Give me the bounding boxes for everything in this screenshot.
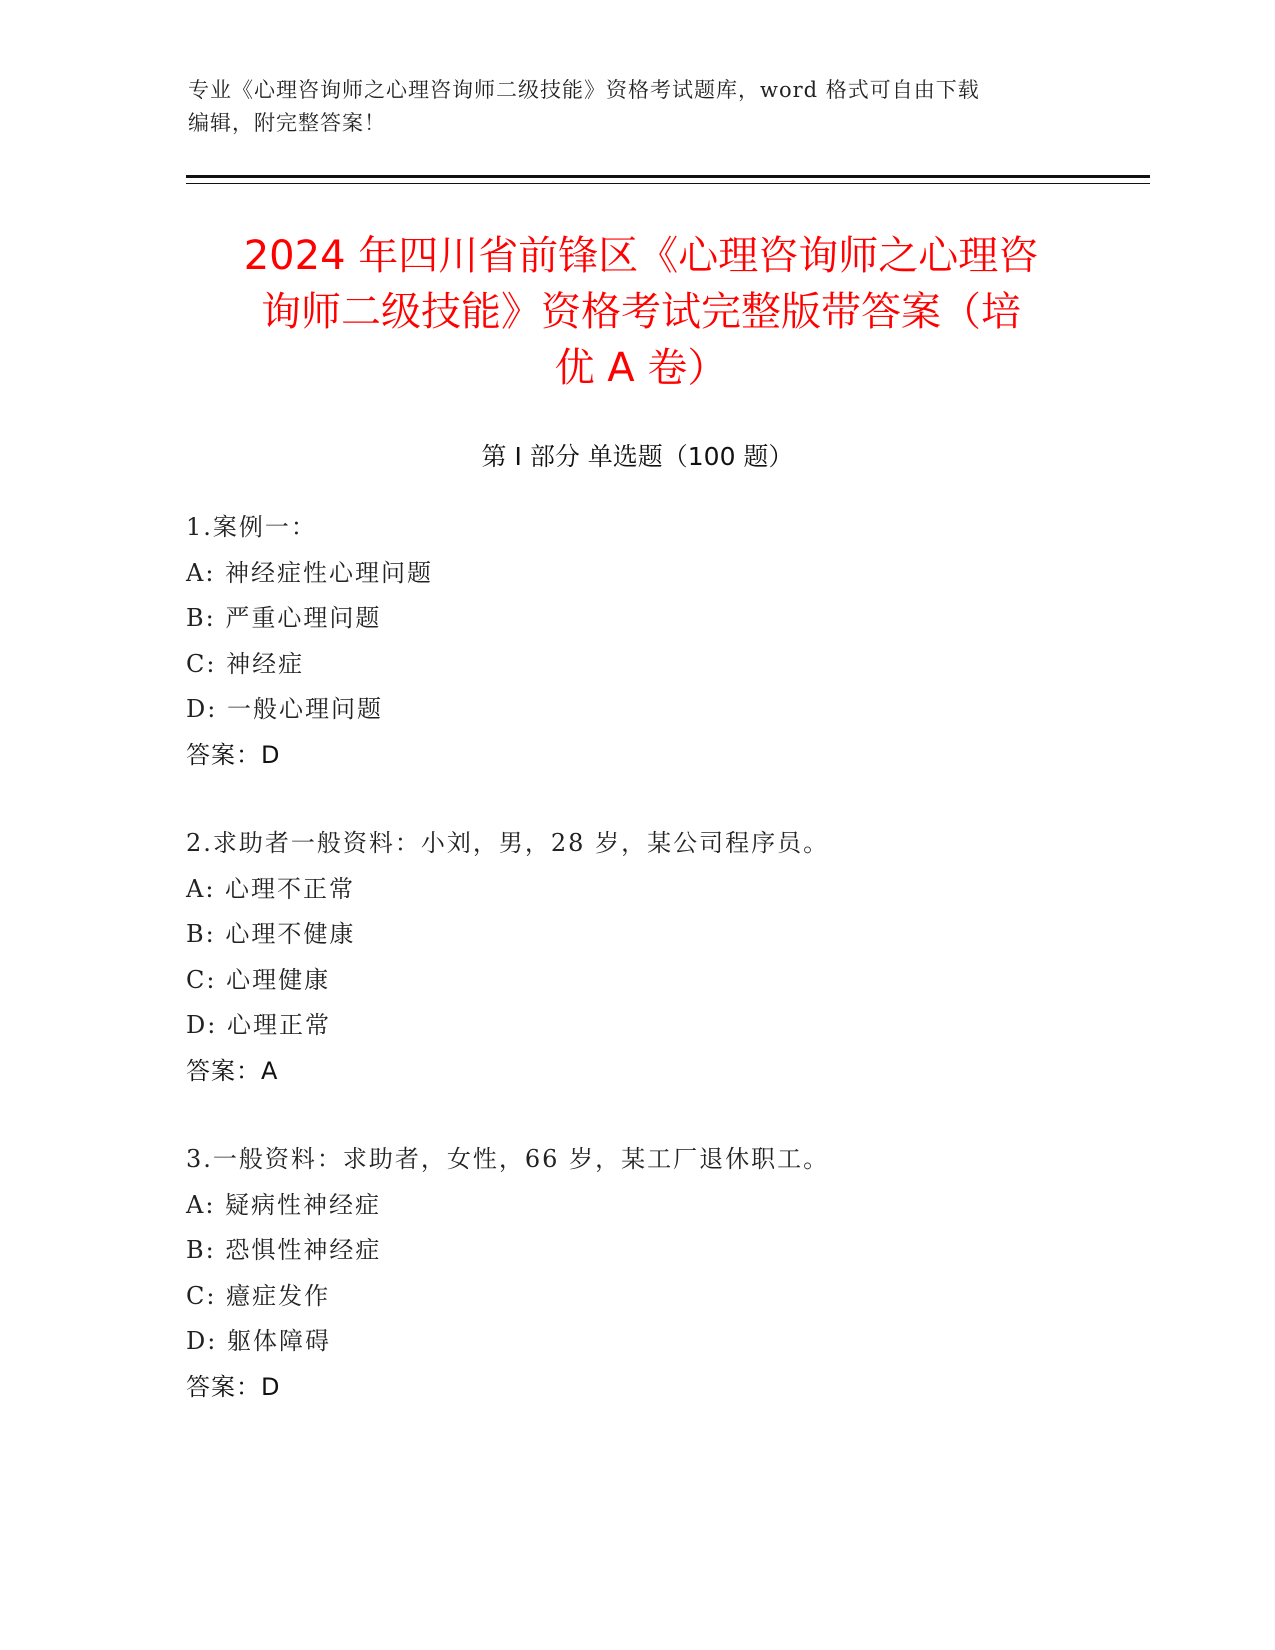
question-stem: 1.案例一： (186, 513, 317, 541)
title-line-3: 优 A 卷） (554, 345, 728, 391)
answer-line: 答案：A (186, 1056, 279, 1085)
answer-line: 答案：D (186, 1372, 281, 1401)
question-3 (186, 1137, 1086, 1410)
option-c: C: 神经症 (186, 649, 305, 678)
header-divider-thick (186, 175, 1150, 178)
header-divider-thin (186, 183, 1150, 184)
question-stem: 3.一般资料：求助者，女性，66 岁，某工厂退休职工。 (186, 1145, 830, 1173)
header-note-line-1: 专业《心理咨询师之心理咨询师二级技能》资格考试题库，word 格式可自由下载 (188, 78, 980, 102)
option-d: D: 一般心理问题 (186, 695, 383, 723)
title-line-1: 2024 年四川省前锋区《心理咨询师之心理咨 (243, 233, 1039, 279)
option-c: C: 癔症发作 (186, 1281, 331, 1310)
option-c: C: 心理健康 (186, 965, 331, 994)
option-b: B: 严重心理问题 (186, 604, 382, 632)
option-b: B: 恐惧性神经症 (186, 1236, 382, 1264)
header-note-line-2: 编辑，附完整答案！ (188, 111, 386, 135)
section-heading: 第 I 部分 单选题（100 题） (481, 442, 794, 471)
option-d: D: 躯体障碍 (186, 1327, 331, 1355)
question-stem: 2.求助者一般资料：小刘，男，28 岁，某公司程序员。 (186, 829, 830, 857)
header-note (188, 74, 1088, 140)
option-a: A: 心理不正常 (186, 874, 356, 903)
question-2 (186, 821, 1086, 1094)
question-1 (186, 505, 1086, 778)
option-b: B: 心理不健康 (186, 920, 356, 948)
document-title (186, 228, 1096, 396)
option-d: D: 心理正常 (186, 1011, 331, 1039)
answer-line: 答案：D (186, 740, 281, 769)
option-a: A: 疑病性神经症 (186, 1190, 382, 1219)
title-line-2: 询师二级技能》资格考试完整版带答案（培 (261, 289, 1021, 335)
option-a: A: 神经症性心理问题 (186, 558, 434, 587)
